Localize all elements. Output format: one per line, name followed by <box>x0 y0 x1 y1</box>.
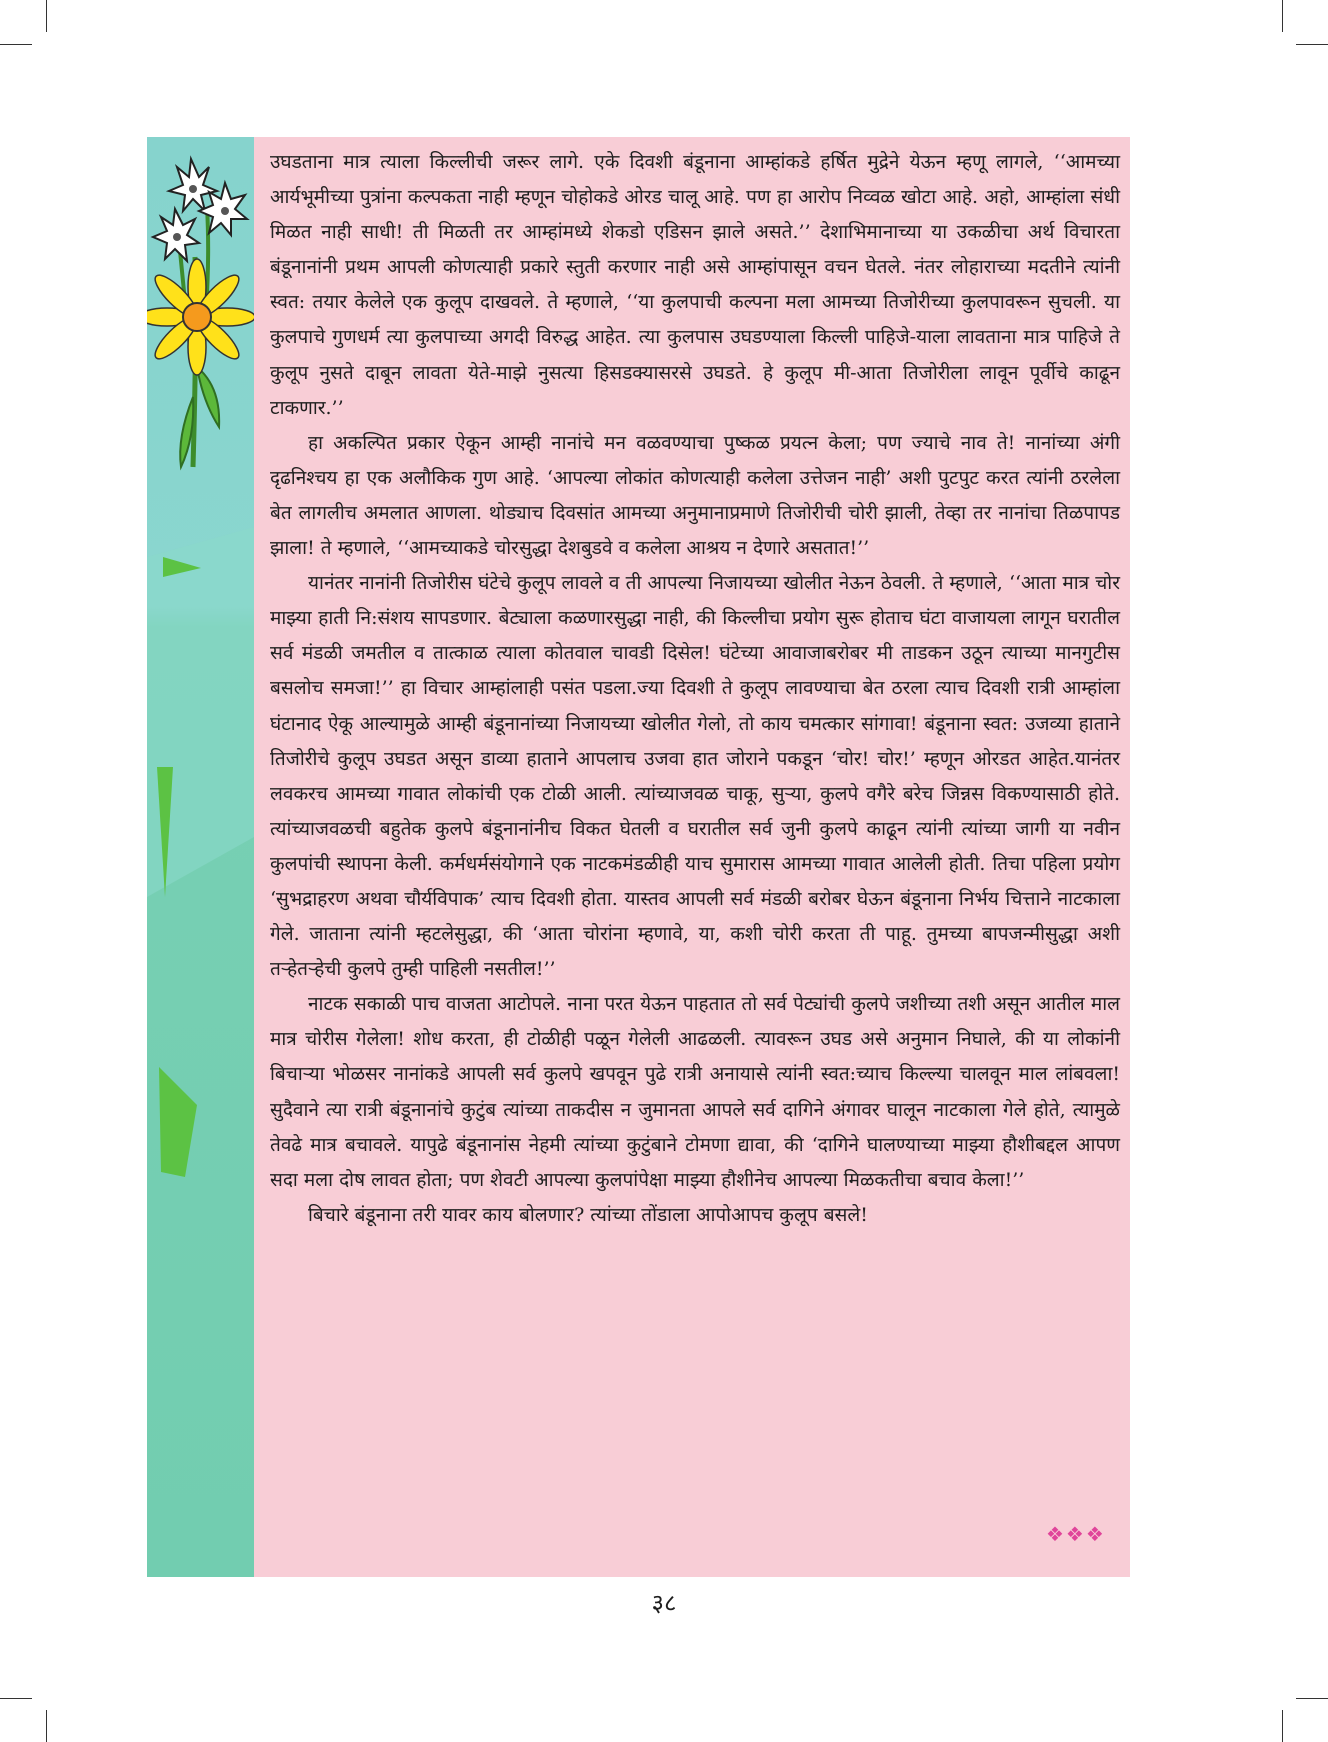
crop-mark-icon <box>46 1710 47 1742</box>
paragraph: बिचारे बंडूनाना तरी यावर काय बोलणार? त्यांच्या तोंडाला आपोआपच कुलूप बसले! <box>308 1203 868 1226</box>
crop-mark-icon <box>0 44 32 45</box>
sidebar-art <box>147 137 254 1577</box>
paragraph: हा अकल्पित प्रकार ऐकून आम्ही नानांचे मन वळवण्याचा पुष्कळ प्रयत्न केला; पण ज्याचे नाव ते! नानांच्या अंगी दृढनिश्चय हा एक अलौकिक गुण आहे. ‘आपल्या लोकांत कोणत्याही कलेला उत्तेजन नाही’ अशी पुटपुट करत त्यांनी ठरलेला बेत लागलीच अमलात आणला. थोड्याच दिवसांत आमच्या अनुमानाप्रमाणे तिजोरीची चोरी झाली, तेव्हा तर नानांचा तिळपापड झाला! ते म्हणाले, ‘‘आमच्याकडे चोरसुद्धा देशबुडवे व कलेला आश्रय न देणारे असतात!’’ <box>270 431 1120 560</box>
page-number: ३८ <box>651 1589 677 1617</box>
triangle-marker-icon <box>159 1067 197 1177</box>
crop-mark-icon <box>1296 1698 1328 1699</box>
paragraph: नाटक सकाळी पाच वाजता आटोपले. नाना परत येऊन पाहतात तो सर्व पेट्यांची कुलपे जशीच्या तशी असून आतील माल मात्र चोरीस गेलेला! शोध करता, ही टोळीही पळून गेलेली आढळली. त्यावरून उघड असे अनुमान निघाले, की या लोकांनी बिचाऱ्या भोळसर नानांकडे आपली सर्व कुलपे खपवून पुढे रात्री अनायासे त्यांनी स्वत:च्याच किल्ल्या चालवून माल लांबवला! सुदैवाने त्या रात्री बंडूनानांचे कुटुंब त्यांच्या ताकदीस न जुमानता आपले सर्व दागिने अंगावर घालून नाटकाला गेले होते, त्यामुळे तेवढे मात्र बचावले. यापुढे बंडूनानांस नेहमी त्यांच्या कुटुंबाने टोमणा द्यावा, की ‘दागिने घालण्याच्या माझ्या हौशीबद्दल आपण सदा मला दोष लावत होता; पण शेवटी आपल्या कुलपांपेक्षा माझ्या हौशीनेच आपल्या मिळकतीचा बचाव केला!’’ <box>270 993 1120 1191</box>
paragraph: यानंतर नानांनी तिजोरीस घंटेचे कुलूप लावले व ती आपल्या निजायच्या खोलीत नेऊन ठेवली. ते म्हणाले, ‘‘आता मात्र चोर माझ्या हाती नि:संशय सापडणार. बेट्याला कळणारसुद्धा नाही, की किल्लीचा प्रयोग सुरू होताच घंटा वाजायला लागून घरातील सर्व मंडळी जमतील व तात्काळ त्याला कोतवाल चावडी दिसेल! घंटेच्या आवाजाबरोबर मी ताडकन उठून त्याच्या मानगुटीस बसलोच समजा!’’ हा विचार आम्हांलाही पसंत पडला.ज्या दिवशी ते कुलूप लावण्याचा बेत ठरला त्याच दिवशी रात्री आम्हांला घंटानाद ऐकू आल्यामुळे आम्ही बंडूनानांच्या निजायच्या खोलीत गेलो, तो काय चमत्कार सांगावा! बंडूनाना स्वत: उजव्या हाताने तिजोरीचे कुलूप उघडत असून डाव्या हाताने आपलाच उजवा हात जोराने पकडून ‘चोर! चोर!’ म्हणून ओरडत आहेत.यानंतर लवकरच आमच्या गावात लोकांची एक टोळी आली. त्यांच्याजवळ चाकू, सुऱ्या, कुलपे वगैरे बरेच जिन्नस विकण्यासाठी होते. त्यांच्याजवळची बहुतेक कुलपे बंडूनानांनीच विकत घेतली व घरातील सर्व जुनी कुलपे काढून त्यांनी त्यांच्या जागी या नवीन कुलपांची स्थापना केली. कर्मधर्मसंयोगाने एक नाटकमंडळीही याच सुमारास आमच्या गावात आलेली होती. तिचा पहिला प्रयोग ‘सुभद्राहरण अथवा चौर्यविपाक’ त्याच दिवशी होता. यास्तव आपली सर्व मंडळी बरोबर घेऊन बंडूनाना निर्भय चित्ताने नाटकाला गेले. जाताना त्यांनी म्हटलेसुद्धा, की ‘आता चोरांना म्हणावे, या, कशी चोरी करता ती पाहू. तुमच्या बापजन्मीसुद्धा अशी तऱ्हेतऱ्हेची कुलपे तुम्ही पाहिली नसतील!’’ <box>270 572 1120 981</box>
crop-mark-icon <box>46 0 47 32</box>
end-mark-icon: ❖❖❖ <box>1046 1522 1106 1546</box>
crop-mark-icon <box>1296 44 1328 45</box>
crop-mark-icon <box>1282 1710 1283 1742</box>
paragraph: उघडताना मात्र त्याला किल्लीची जरूर लागे. एके दिवशी बंडूनाना आम्हांकडे हर्षित मुद्रेने येऊन म्हणू लागले, ‘‘आमच्या आर्यभूमीच्या पुत्रांना कल्पकता नाही म्हणून चोहोकडे ओरड चालू आहे. पण हा आरोप निव्वळ खोटा आहे. अहो, आम्हांला संधी मिळत नाही साधी! ती मिळती तर आम्हांमध्ये शेकडो एडिसन झाले असते.’’ देशाभिमानाच्या या उकळीचा अर्थ विचारता बंडूनानांनी प्रथम आपली कोणत्याही प्रकारे स्तुती करणार नाही असे आम्हांपासून वचन घेतले. नंतर लोहाराच्या मदतीने त्यांनी स्वत: तयार केलेले एक कुलूप दाखवले. ते म्हणाले, ‘‘या कुलपाची कल्पना मला आमच्या तिजोरीच्या कुलपावरून सुचली. या कुलपाचे गुणधर्म त्या कुलपाच्या अगदी विरुद्ध आहेत. त्या कुलपास उघडण्याला किल्ली पाहिजे-याला लावताना मात्र पाहिजे ते कुलूप नुसते दाबून लावता येते-माझे नुसत्या हिसडक्यासरसे उघडते. हे कुलूप मी-आता तिजोरीला लावून पूर्वीचे काढून टाकणार.’’ <box>270 151 1120 419</box>
crop-mark-icon <box>0 1698 32 1699</box>
crop-mark-icon <box>1282 0 1283 32</box>
story-text <box>270 145 1120 1233</box>
flower-bouquet-icon <box>147 159 254 467</box>
